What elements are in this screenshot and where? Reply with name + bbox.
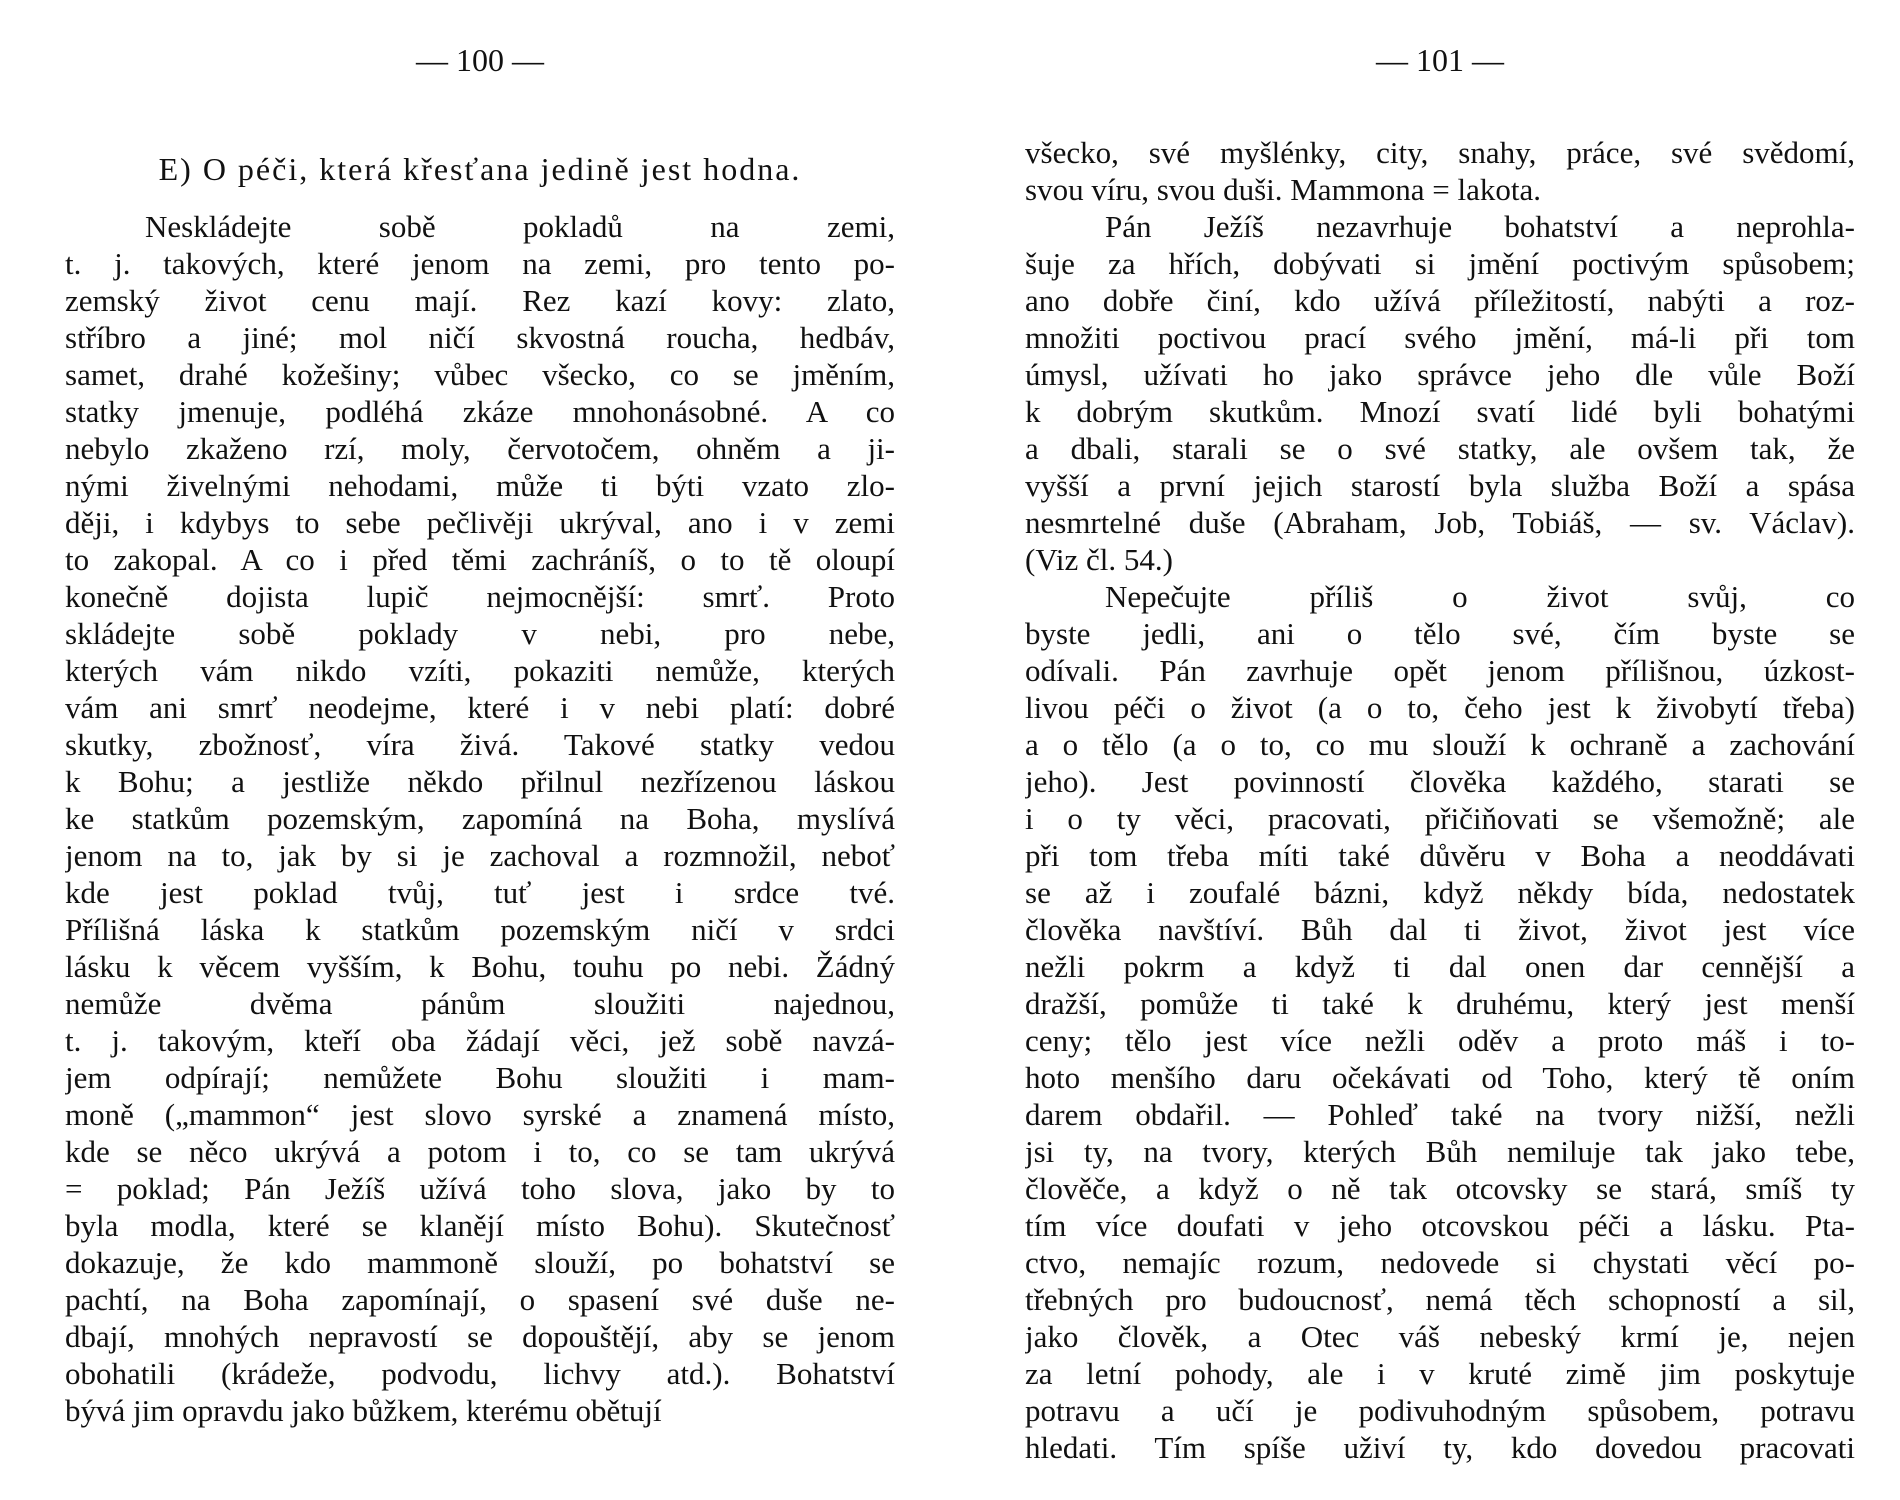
text-line: k Bohu; a jestliže někdo přilnul nezřízenou láskou	[65, 764, 895, 799]
text-line: konečně dojista lupič nejmocnější: smrť. Proto	[65, 579, 895, 614]
text-line: se až i zoufalé bázni, když někdy bída, nedostatek	[1025, 875, 1855, 910]
text-line: při tom třeba míti také důvěru v Boha a neoddávati	[1025, 838, 1855, 873]
text-line: vám ani smrť neodejme, které i v nebi platí: dobré	[65, 690, 895, 725]
text-line: k dobrým skutkům. Mnozí svatí lidé byli bohatými	[1025, 394, 1855, 429]
text-line: hledati. Tím spíše uživí ty, kdo dovedou pracovati	[1025, 1430, 1855, 1465]
text-line: Přílišná láska k statkům pozemským ničí v srdci	[65, 912, 895, 947]
text-line: nebylo zkaženo rzí, moly, červotočem, ohněm a ji-	[65, 431, 895, 466]
text-line: moně („mammon“ jest slovo syrské a znamená místo,	[65, 1097, 895, 1132]
text-line: množiti poctivou prací svého jmění, má-li při tom	[1025, 320, 1855, 355]
text-line: potravu a učí je podivuhodným spůsobem, potravu	[1025, 1393, 1855, 1428]
text-line: člověče, a když o ně tak otcovsky se stará, smíš ty	[1025, 1171, 1855, 1206]
text-line: ke statkům pozemským, zapomíná na Boha, myslívá	[65, 801, 895, 836]
text-line: samet, drahé kožešiny; vůbec všecko, co se jměním,	[65, 357, 895, 392]
section-heading: E) O péči, která křesťana jedině jest hodna.	[158, 151, 802, 187]
text-line: dbají, mnohých nepravostí se dopouštějí, aby se jenom	[65, 1319, 895, 1354]
text-line: t. j. takovým, kteří oba žádají věci, jež sobě navzá-	[65, 1023, 895, 1058]
text-line: ano dobře činí, kdo užívá příležitostí, nabýti a roz-	[1025, 283, 1855, 318]
text-line: (Viz čl. 54.)	[1025, 542, 1173, 577]
text-line: odívali. Pán zavrhuje opět jenom přílišnou, úzkost-	[1025, 653, 1855, 688]
text-line: ceny; tělo jest více nežli oděv a proto máš i to-	[1025, 1023, 1855, 1058]
text-line: jako člověk, a Otec váš nebeský krmí je, nejen	[1025, 1319, 1855, 1354]
text-line: nými živelnými nehodami, může ti býti vzato zlo-	[65, 468, 895, 503]
text-line: byste jedli, ani o tělo své, čím byste se	[1025, 616, 1855, 651]
text-line: zemský život cenu mají. Rez kazí kovy: zlato,	[65, 283, 895, 318]
text-line: dražší, pomůže ti také k druhému, který jest menší	[1025, 986, 1855, 1021]
text-line: tím více doufati v jeho otcovskou péči a lásku. Pta-	[1025, 1208, 1855, 1243]
page-number: — 101 —	[1376, 42, 1504, 78]
text-line: všecko, své myšlénky, city, snahy, práce, své svědomí,	[1025, 135, 1855, 170]
body-text	[1025, 134, 1855, 1466]
text-line: skládejte sobě poklady v nebi, pro nebe,	[65, 616, 895, 651]
text-line: jeho). Jest povinností člověka každého, starati se	[1025, 764, 1855, 799]
text-line: nesmrtelné duše (Abraham, Job, Tobiáš, — sv. Václav).	[1025, 505, 1855, 540]
text-line: za letní pohody, ale i v kruté zimě jim poskytuje	[1025, 1356, 1855, 1391]
text-line: livou péči o život (a o to, čeho jest k živobytí třeba)	[1025, 690, 1855, 725]
text-line: dokazuje, že kdo mammoně slouží, po bohatství se	[65, 1245, 895, 1280]
text-line: a o tělo (a o to, co mu slouží k ochraně a zachování	[1025, 727, 1855, 762]
text-line: jenom na to, jak by si je zachoval a rozmnožil, neboť	[65, 838, 895, 873]
text-line: kterých vám nikdo vzíti, pokaziti nemůže, kterých	[65, 653, 895, 688]
text-line: i o ty věci, pracovati, přičiňovati se všemožně; ale	[1025, 801, 1855, 836]
text-line: člověka navštíví. Bůh dal ti život, život jest více	[1025, 912, 1855, 947]
text-line: třebných pro budoucnosť, nemá těch schopností a sil,	[1025, 1282, 1855, 1317]
text-line: kde se něco ukrývá a potom i to, co se tam ukrývá	[65, 1134, 895, 1169]
text-line: obohatili (krádeže, podvodu, lichvy atd.). Bohatství	[65, 1356, 895, 1391]
text-line: šuje za hřích, dobývati si jmění poctivým spůsobem;	[1025, 246, 1855, 281]
text-line: lásku k věcem vyšším, k Bohu, touhu po nebi. Žádný	[65, 949, 895, 984]
text-line: stříbro a jiné; mol ničí skvostná roucha, hedbáv,	[65, 320, 895, 355]
text-line: to zakopal. A co i před těmi zachráníš, o to tě oloupí	[65, 542, 895, 577]
text-line: statky jmenuje, podléhá zkáze mnohonásobné. A co	[65, 394, 895, 429]
text-line: Nepečujte příliš o život svůj, co	[1105, 579, 1855, 614]
body-text	[65, 208, 895, 1429]
text-line: jem odpírají; nemůžete Bohu sloužiti i mam-	[65, 1060, 895, 1095]
text-line: a dbali, starali se o své statky, ale ovšem tak, že	[1025, 431, 1855, 466]
text-line: Neskládejte sobě pokladů na zemi,	[145, 209, 895, 244]
text-line: nemůže dvěma pánům sloužiti najednou,	[65, 986, 895, 1021]
text-line: vyšší a první jejich starostí byla služba Boží a spása	[1025, 468, 1855, 503]
left-page	[65, 0, 895, 1500]
text-line: ctvo, nemajíc rozum, nedovede si chystati věcí po-	[1025, 1245, 1855, 1280]
text-line: svou víru, svou duši. Mammona = lakota.	[1025, 172, 1542, 207]
text-line: darem obdařil. — Pohleď také na tvory nižší, nežli	[1025, 1097, 1855, 1132]
text-line: kde jest poklad tvůj, tuť jest i srdce tvé.	[65, 875, 895, 910]
text-line: nežli pokrm a když ti dal onen dar cennější a	[1025, 949, 1855, 984]
page-number: — 100 —	[416, 42, 544, 78]
text-line: pachtí, na Boha zapomínají, o spasení své duše ne-	[65, 1282, 895, 1317]
text-line: byla modla, které se klanějí místo Bohu). Skutečnosť	[65, 1208, 895, 1243]
text-line: úmysl, užívati ho jako správce jeho dle vůle Boží	[1025, 357, 1855, 392]
right-page	[1025, 0, 1855, 1500]
text-line: hoto menšího daru očekávati od Toho, který tě oním	[1025, 1060, 1855, 1095]
text-line: bývá jim opravdu jako bůžkem, kterému obětují	[65, 1393, 662, 1428]
text-line: = poklad; Pán Ježíš užívá toho slova, jako by to	[65, 1171, 895, 1206]
text-line: skutky, zbožnosť, víra živá. Takové statky vedou	[65, 727, 895, 762]
text-line: Pán Ježíš nezavrhuje bohatství a neprohla-	[1105, 209, 1855, 244]
text-line: jsi ty, na tvory, kterých Bůh nemiluje tak jako tebe,	[1025, 1134, 1855, 1169]
text-line: t. j. takových, které jenom na zemi, pro tento po-	[65, 246, 895, 281]
text-line: ději, i kdybys to sebe pečlivěji ukrýval, ano i v zemi	[65, 505, 895, 540]
